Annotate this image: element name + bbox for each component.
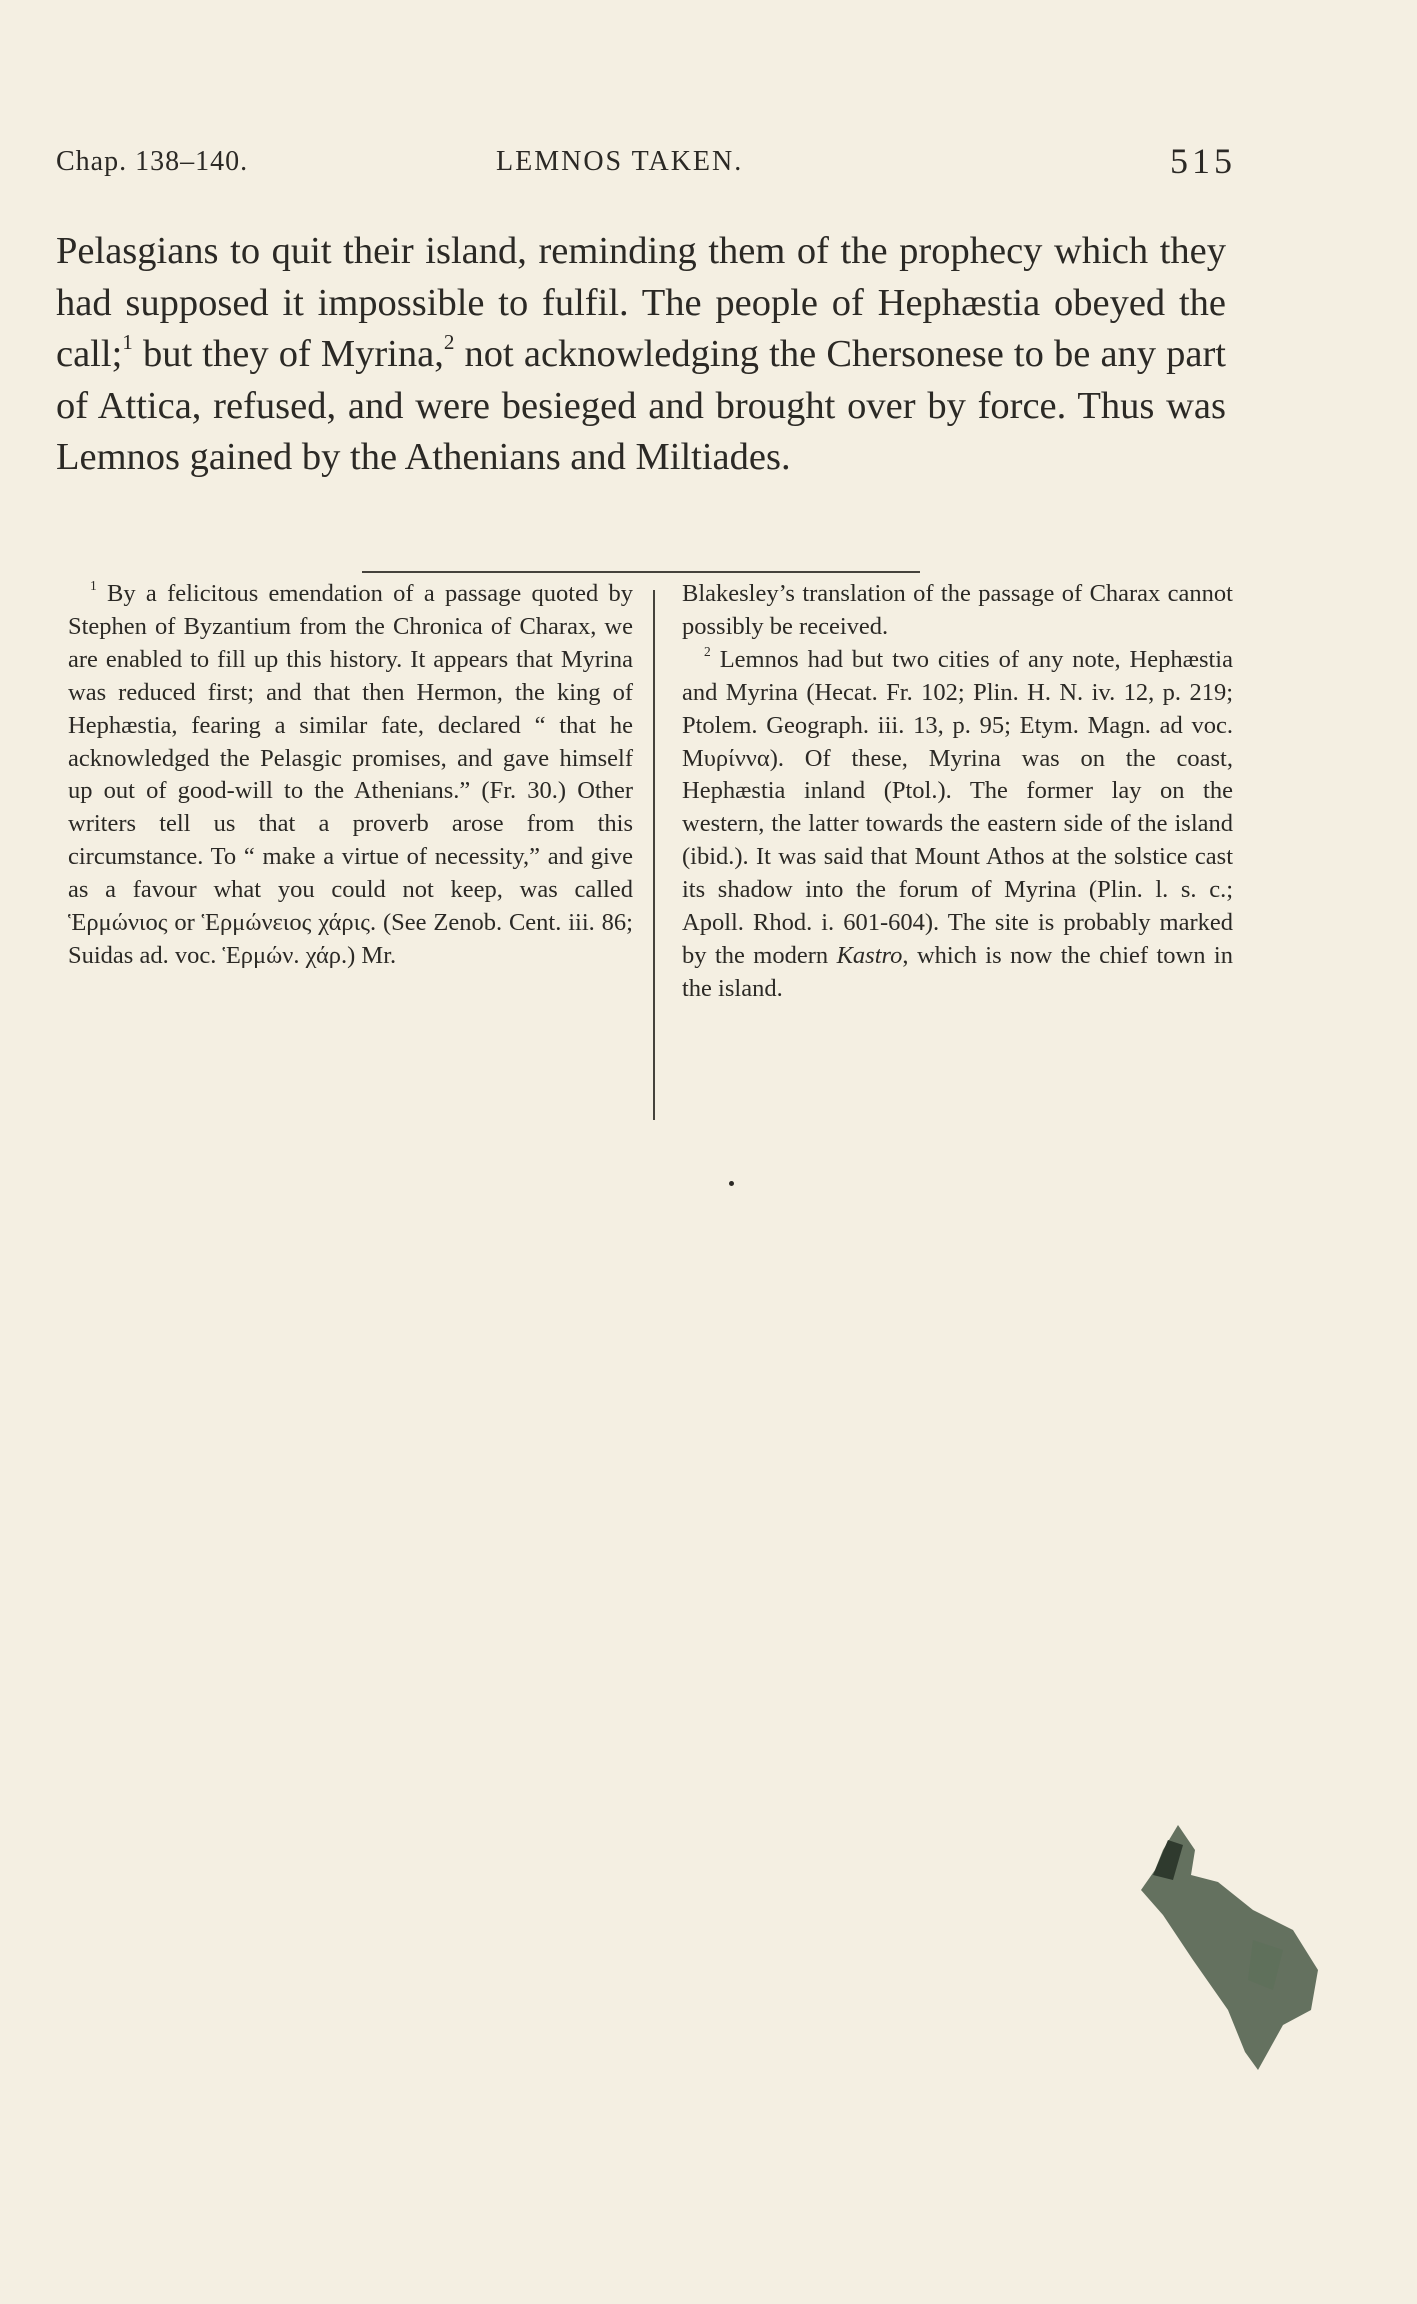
greek-text: Ἑρμών. χάρ. [222, 941, 348, 969]
page-number: 515 [1170, 141, 1236, 181]
footnote-ref: 1 [122, 330, 133, 354]
greek-text: Μυρίννα [682, 744, 770, 772]
footnote-divider [362, 571, 920, 573]
running-title: LEMNOS TAKEN. [496, 146, 744, 177]
footnote-number: 1 [90, 577, 97, 593]
text-run: ) Mr. [347, 941, 397, 969]
footnote-1-continued: Blakesley’s translation of the passage of Charax cannot possibly be received. [682, 580, 1233, 640]
footnote-number: 2 [704, 643, 711, 659]
text-run: By a felicitous emendation of a passage quoted by Stephen of Byzantium from the Chronica of Charax, we are enabled to fill up this history. It appears that Myrina was reduced first; and that then Hermon, the king of Hephæstia, fearing a similar fate, declared “ that he acknowledged the Pelasgic promises, and gave himself up out of good-will to the Athenians.” (Fr. 30.) Other writers tell us that a proverb arose from this circumstance. To “ make a virtue of necessity,” and give as a favour what you could not keep, was called [68, 580, 633, 904]
ink-dot [729, 1181, 734, 1186]
chapter-reference: Chap. 138–140. [56, 146, 249, 177]
text-run: , which is now the chief town in the island. [682, 941, 1233, 1002]
text-run: Lemnos had but two cities of any note, Hephæstia and Myrina (Hecat. Fr. 102; Plin. H. N. iv. 12, p. 219; Ptolem. Geograph. iii. 13, p. 95; Etym. Magn. ad voc. [682, 645, 1233, 739]
greek-text: Ἑρμώνειος χάρις [201, 909, 370, 937]
paragraph [56, 226, 1226, 484]
footnote-1 [68, 578, 633, 973]
text-run: or [167, 909, 202, 937]
running-header [56, 141, 1236, 196]
ink-stain [1133, 1820, 1333, 2080]
text-run: . (See Zenob. Cent. iii. 86; Suidas ad. voc. [68, 909, 633, 969]
column-divider [653, 590, 655, 1120]
italic-text: Kastro [836, 941, 903, 969]
footnote-column-left [68, 578, 633, 973]
text-run: but they of Myrina, [132, 333, 444, 375]
text-run: ). Of these, Myrina was on the coast, Hephæstia inland (Ptol.). The former lay on the western, the latter towards the eastern side of the island (ibid.). It was said that Mount Athos at the solstice cast its shadow into the forum of Myrina (Plin. l. s. c.; Apoll. Rhod. i. 601-604). The site is probably marked by the modern [682, 744, 1233, 969]
greek-text: Ἑρμώνιος [68, 909, 168, 937]
main-text [56, 226, 1226, 484]
footnote-2 [682, 644, 1233, 1006]
footnote-ref: 2 [443, 330, 455, 354]
text-run: not acknowledging the Chersonese to be any part of Attica, refused, and were besieged and brought over by force. Thus was Lemnos gained by the Athenians and Miltiades. [56, 333, 1226, 478]
footnote-column-right [682, 578, 1233, 1006]
text-run: Pelasgians to quit their island, reminding them of the prophecy which they had supposed it impossible to fulfil. The people of Hephæstia obeyed the call; [56, 230, 1226, 375]
